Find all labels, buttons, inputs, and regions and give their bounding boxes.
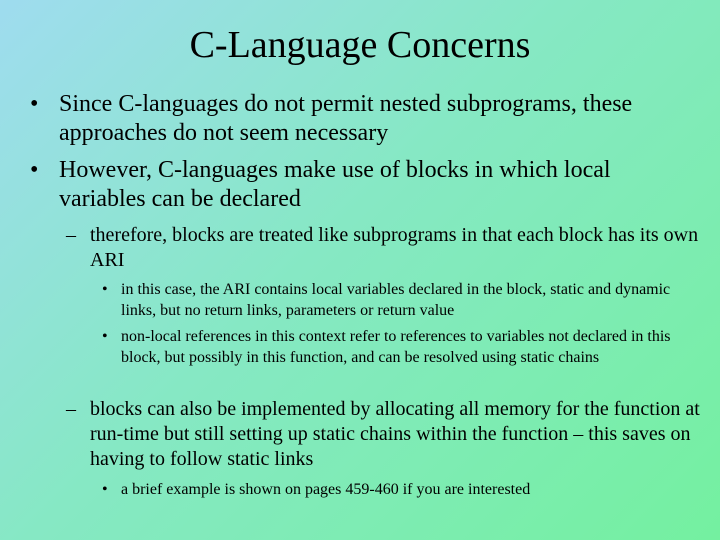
bullet-text: However, C-languages make use of blocks in which local variables can be declared (59, 157, 611, 212)
sub-sub-bullet-item (102, 479, 700, 500)
sub-sub-bullet-item (102, 326, 700, 368)
sub-sub-bullet-marker: • (102, 328, 108, 345)
slide-title: C-Language Concerns (189, 24, 531, 66)
sub-bullet-item (66, 397, 706, 472)
sub-sub-bullet-text: in this case, the ARI contains local variables declared in the block, static and dynamic links, but no return links, parameters or return value (121, 281, 671, 319)
sub-bullet-text: therefore, blocks are treated like subprograms in that each block has its own ARI (90, 224, 699, 271)
bullet-marker: • (30, 91, 39, 117)
sub-sub-bullet-text: a brief example is shown on pages 459-460 if you are interested (121, 481, 531, 498)
sub-sub-bullet-marker: • (102, 281, 108, 298)
sub-sub-bullet-marker: • (102, 481, 108, 498)
bullet-text: Since C-languages do not permit nested subprograms, these approaches do not seem necessary (59, 91, 633, 146)
sub-bullet-item (66, 223, 706, 273)
sub-sub-bullet-item (102, 279, 700, 321)
sub-sub-bullet-text: non-local references in this context refer to references to variables not declared in this block, but possibly in this function, and can be resolved using static chains (121, 328, 671, 366)
bullet-item (30, 90, 698, 148)
bullet-item (30, 156, 698, 214)
sub-bullet-marker: – (66, 224, 76, 246)
bullet-marker: • (30, 157, 39, 183)
sub-bullet-text: blocks can also be implemented by allocating all memory for the function at run-time but still setting up static chains within the function – this saves on having to follow static links (90, 398, 700, 470)
sub-bullet-marker: – (66, 398, 76, 420)
